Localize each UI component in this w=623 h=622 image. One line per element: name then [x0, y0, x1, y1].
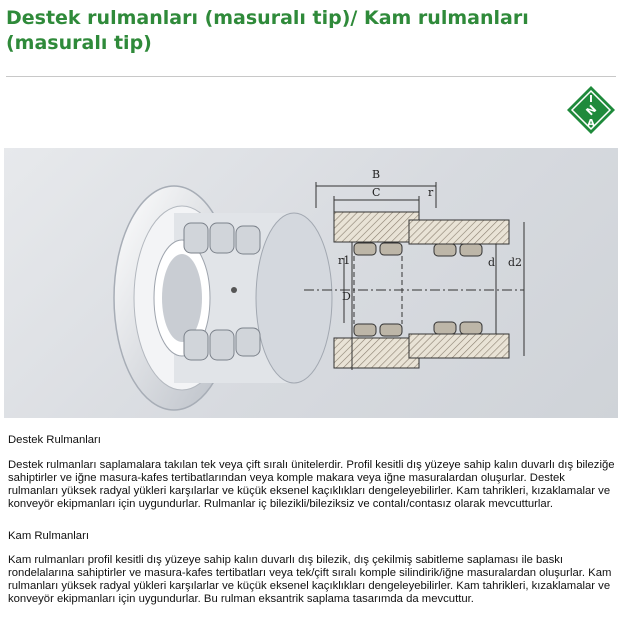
bearing-illustration [4, 148, 618, 418]
dim-label-c: C [372, 186, 381, 199]
bearing-cross-section [304, 182, 524, 370]
logo-letter-i: I [589, 94, 593, 105]
bearing-3d-view [114, 186, 332, 410]
ina-logo [566, 85, 616, 135]
dim-label-r1: r1 [338, 254, 351, 267]
dim-label-r: r [428, 186, 434, 199]
section-heading-cam-bearings: Kam Rulmanları [8, 530, 89, 542]
bearing-figure [4, 148, 618, 418]
section-heading-support-bearings: Destek Rulmanları [8, 434, 101, 446]
dim-label-b: B [372, 168, 381, 181]
section-body-support-bearings: Destek rulmanları saplamalara takılan tek veya çift sıralı ünitelerdir. Profil kesitli dış yüzeye sahip kalın duvarlı dış bileziğe sahiptirler ve iğne masura-kafes tertibatlarından veya komple makara veya iğne masuralardan oluşurlar. Destek rulmanları yüksek radyal yükleri karşılarlar ve küçük eksenel kaçıklıkları dengeleyebilirler. Kam tahrikleri, kızaklamalar ve konveyör ekipmanları için uygundurlar. Rulmanlar iç bilezikli/bileziksiz ve contalı/contasız olarak mevcutturlar. [8, 459, 615, 510]
page-title: Destek rulmanları (masuralı tip)/ Kam rulmanları (masuralı tip) [6, 7, 529, 54]
dim-label-d2: d2 [508, 256, 523, 269]
dim-label-d: d [488, 256, 496, 269]
section-body-cam-bearings: Kam rulmanları profil kesitli dış yüzeye sahip kalın duvarlı dış bilezik, dış çekilmiş sabitleme saplaması ile baskı rondelalarına sahiptirler ve masura-kafes tertibatları veya tek/çift sıralı komple silindirik/iğne masuralardan oluşurlar. Kam rulmanları yüksek radyal yükleri karşılarlar ve küçük eksenel kaçıklıkları dengeleyebilirler. Kam tahrikleri, kızaklamalar ve konveyör ekipmanları için uygundurlar. Bu rulman eksantrik saplama tasarımda da mevcuttur. [8, 554, 612, 605]
logo-letter-n: N [583, 102, 600, 119]
title-divider [6, 76, 616, 77]
dim-label-d-outer: D [342, 290, 351, 303]
logo-letter-a: A [587, 118, 595, 129]
